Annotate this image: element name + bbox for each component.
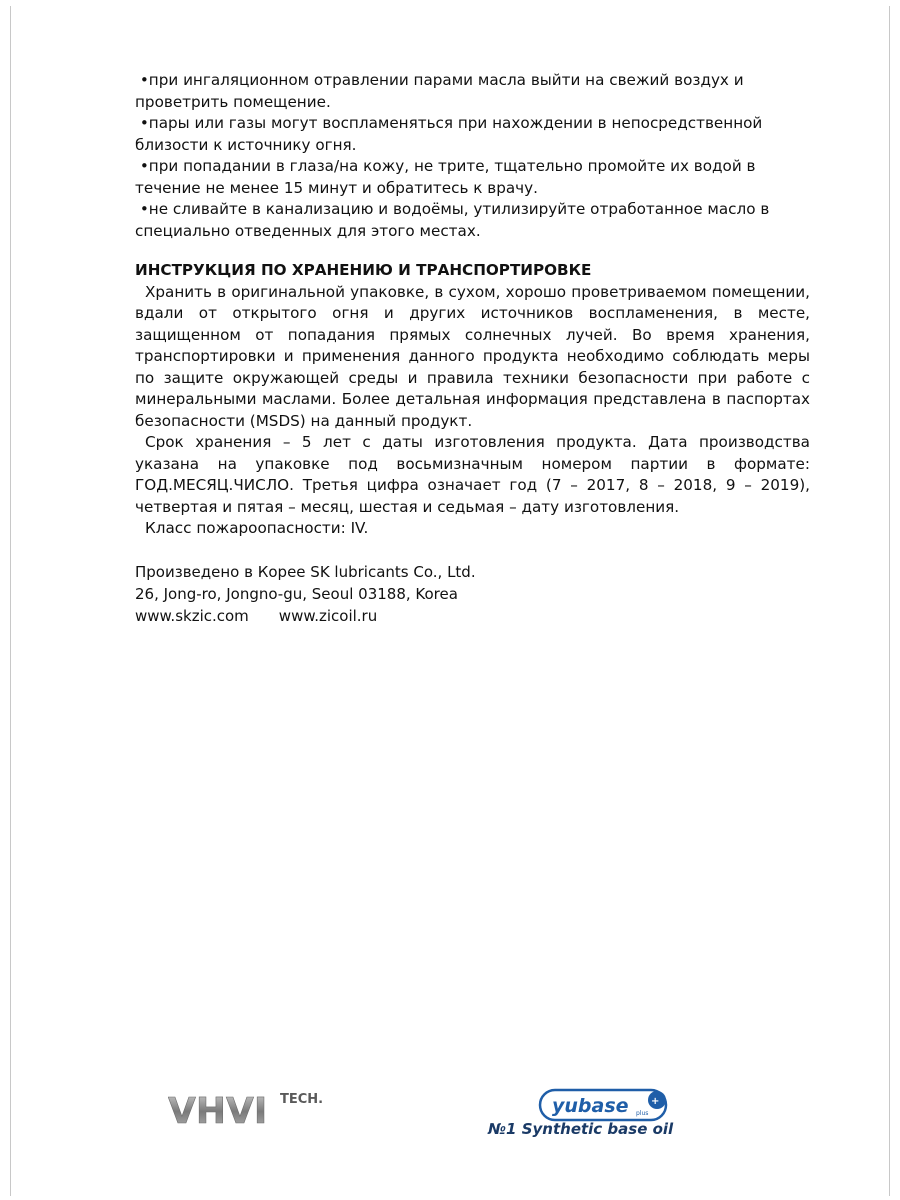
bullet-text-rest: близости к источнику огня. (135, 135, 357, 154)
svg-text:+: + (651, 1096, 660, 1107)
bullet-item (135, 113, 810, 156)
vhvi-wordmark: VHVI (168, 1091, 268, 1132)
fire-class: Класс пожароопасности: IV. (145, 519, 369, 537)
bullet-text-first: при ингаляционном отравлении парами масла выйти на свежий воздух и (148, 71, 744, 89)
manufacturer-address: 26, Jong-ro, Jongno-gu, Seoul 03188, Korea (135, 584, 458, 603)
bullet-text-first: не сливайте в канализацию и водоёмы, утилизируйте отработанное масло в (148, 200, 770, 218)
website-link-skzic[interactable]: www.skzic.com (135, 606, 249, 625)
bullet-item (135, 199, 810, 242)
bullet-icon: • (135, 200, 149, 218)
bullet-icon: • (135, 157, 149, 175)
website-link-zicoil[interactable]: www.zicoil.ru (278, 606, 378, 625)
vhvi-tech-logo (168, 1085, 348, 1135)
bullet-icon: • (135, 114, 149, 132)
bullet-text-rest: специально отведенных для этого местах. (135, 221, 481, 240)
bullet-icon: • (135, 71, 149, 89)
bullet-text-rest: проветрить помещение. (135, 92, 331, 111)
yubase-wordmark: yubase (552, 1095, 629, 1117)
manufacturer-line: Произведено в Корее SK lubricants Co., Ltd. (135, 562, 476, 581)
bullet-item (135, 156, 810, 199)
bullet-text-rest: течение не менее 15 минут и обратитесь к врачу. (135, 178, 538, 197)
document-body (135, 70, 810, 627)
bullet-item (135, 70, 810, 113)
plus-label: plus (636, 1110, 649, 1117)
bullet-text-first: пары или газы могут воспламеняться при нахождении в непосредственной (148, 114, 763, 132)
manufacturer-urls (135, 605, 810, 627)
storage-paragraph: Хранить в оригинальной упаковке, в сухом, хорошо проветриваемом помещении, вдали от открытого огня и других источников воспламенения, в месте, защищенном от попадания прямых солнечных лучей. Во время хранения, транспортировки и применения данного продукта необходимо соблюдать меры по защите окружающей среды и правила техники безопасности при работе с минеральными маслами. Более детальная информация представлена в паспортах безопасности (MSDS) на данный продукт. (135, 282, 810, 430)
yubase-plus-logo (490, 1088, 690, 1148)
tech-superscript: TECH. (280, 1092, 324, 1107)
shelf-life-paragraph: Срок хранения – 5 лет с даты изготовления продукта. Дата производства указана на упаковке под восьмизначным номером партии в формате: ГОД.МЕСЯЦ.ЧИСЛО. Третья цифра означает год (7 – 2017, 8 – 2018, 9 – 2019), четвертая и пятая – месяц, шестая и седьмая – дату изготовления. (135, 433, 810, 516)
storage-heading: ИНСТРУКЦИЯ ПО ХРАНЕНИЮ И ТРАНСПОРТИРОВКЕ (135, 261, 592, 279)
bullet-text-first: при попадании в глаза/на кожу, не трите, тщательно промойте их водой в (148, 157, 756, 175)
logo-tagline: №1 Synthetic base oil (488, 1120, 674, 1138)
